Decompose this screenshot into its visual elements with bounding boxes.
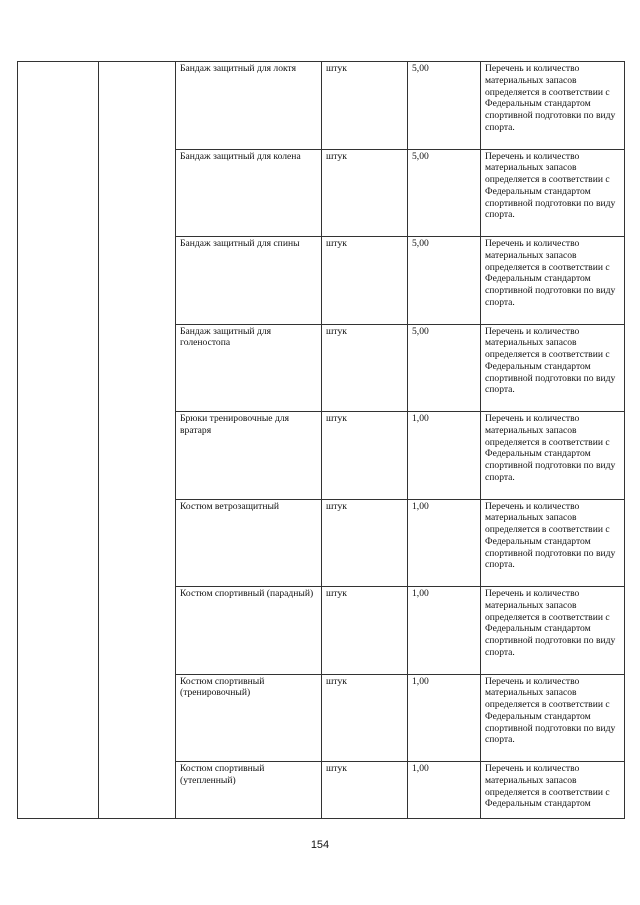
unit-cell: штук <box>322 412 408 500</box>
item-name-cell: Бандаж защитный для голеностопа <box>176 324 322 412</box>
item-name-cell: Бандаж защитный для спины <box>176 237 322 325</box>
unit-cell: штук <box>322 674 408 762</box>
quantity-cell: 1,00 <box>408 412 481 500</box>
note-cell: Перечень и количество материальных запасов определяется в соответствии с Федеральным стандартом спортивной подготовки по виду спорта. <box>481 412 625 500</box>
note-cell: Перечень и количество материальных запасов определяется в соответствии с Федеральным стандартом спортивной подготовки по виду спорта. <box>481 62 625 150</box>
unit-cell: штук <box>322 324 408 412</box>
unit-cell: штук <box>322 762 408 819</box>
note-cell: Перечень и количество материальных запасов определяется в соответствии с Федеральным стандартом <box>481 762 625 819</box>
item-name-cell: Костюм спортивный (парадный) <box>176 587 322 675</box>
materials-table <box>17 61 625 819</box>
note-cell: Перечень и количество материальных запасов определяется в соответствии с Федеральным стандартом спортивной подготовки по виду спорта. <box>481 674 625 762</box>
unit-cell: штук <box>322 587 408 675</box>
item-name-cell: Брюки тренировочные для вратаря <box>176 412 322 500</box>
note-cell: Перечень и количество материальных запасов определяется в соответствии с Федеральным стандартом спортивной подготовки по виду спорта. <box>481 237 625 325</box>
item-name-cell: Бандаж защитный для колена <box>176 149 322 237</box>
quantity-cell: 1,00 <box>408 587 481 675</box>
page-number: 154 <box>310 839 330 851</box>
quantity-cell: 5,00 <box>408 324 481 412</box>
unit-cell: штук <box>322 499 408 587</box>
quantity-cell: 5,00 <box>408 237 481 325</box>
quantity-cell: 5,00 <box>408 149 481 237</box>
item-name-cell: Бандаж защитный для локтя <box>176 62 322 150</box>
note-cell: Перечень и количество материальных запасов определяется в соответствии с Федеральным стандартом спортивной подготовки по виду спорта. <box>481 149 625 237</box>
item-name-cell: Костюм спортивный (утепленный) <box>176 762 322 819</box>
quantity-cell: 1,00 <box>408 674 481 762</box>
note-cell: Перечень и количество материальных запасов определяется в соответствии с Федеральным стандартом спортивной подготовки по виду спорта. <box>481 587 625 675</box>
note-cell: Перечень и количество материальных запасов определяется в соответствии с Федеральным стандартом спортивной подготовки по виду спорта. <box>481 499 625 587</box>
unit-cell: штук <box>322 62 408 150</box>
quantity-cell: 1,00 <box>408 499 481 587</box>
unit-cell: штук <box>322 149 408 237</box>
note-cell: Перечень и количество материальных запасов определяется в соответствии с Федеральным стандартом спортивной подготовки по виду спорта. <box>481 324 625 412</box>
table-row <box>18 62 625 150</box>
quantity-cell: 5,00 <box>408 62 481 150</box>
quantity-cell: 1,00 <box>408 762 481 819</box>
empty-column-2 <box>99 62 176 819</box>
item-name-cell: Костюм ветрозащитный <box>176 499 322 587</box>
item-name-cell: Костюм спортивный (тренировочный) <box>176 674 322 762</box>
unit-cell: штук <box>322 237 408 325</box>
empty-column-1 <box>18 62 99 819</box>
